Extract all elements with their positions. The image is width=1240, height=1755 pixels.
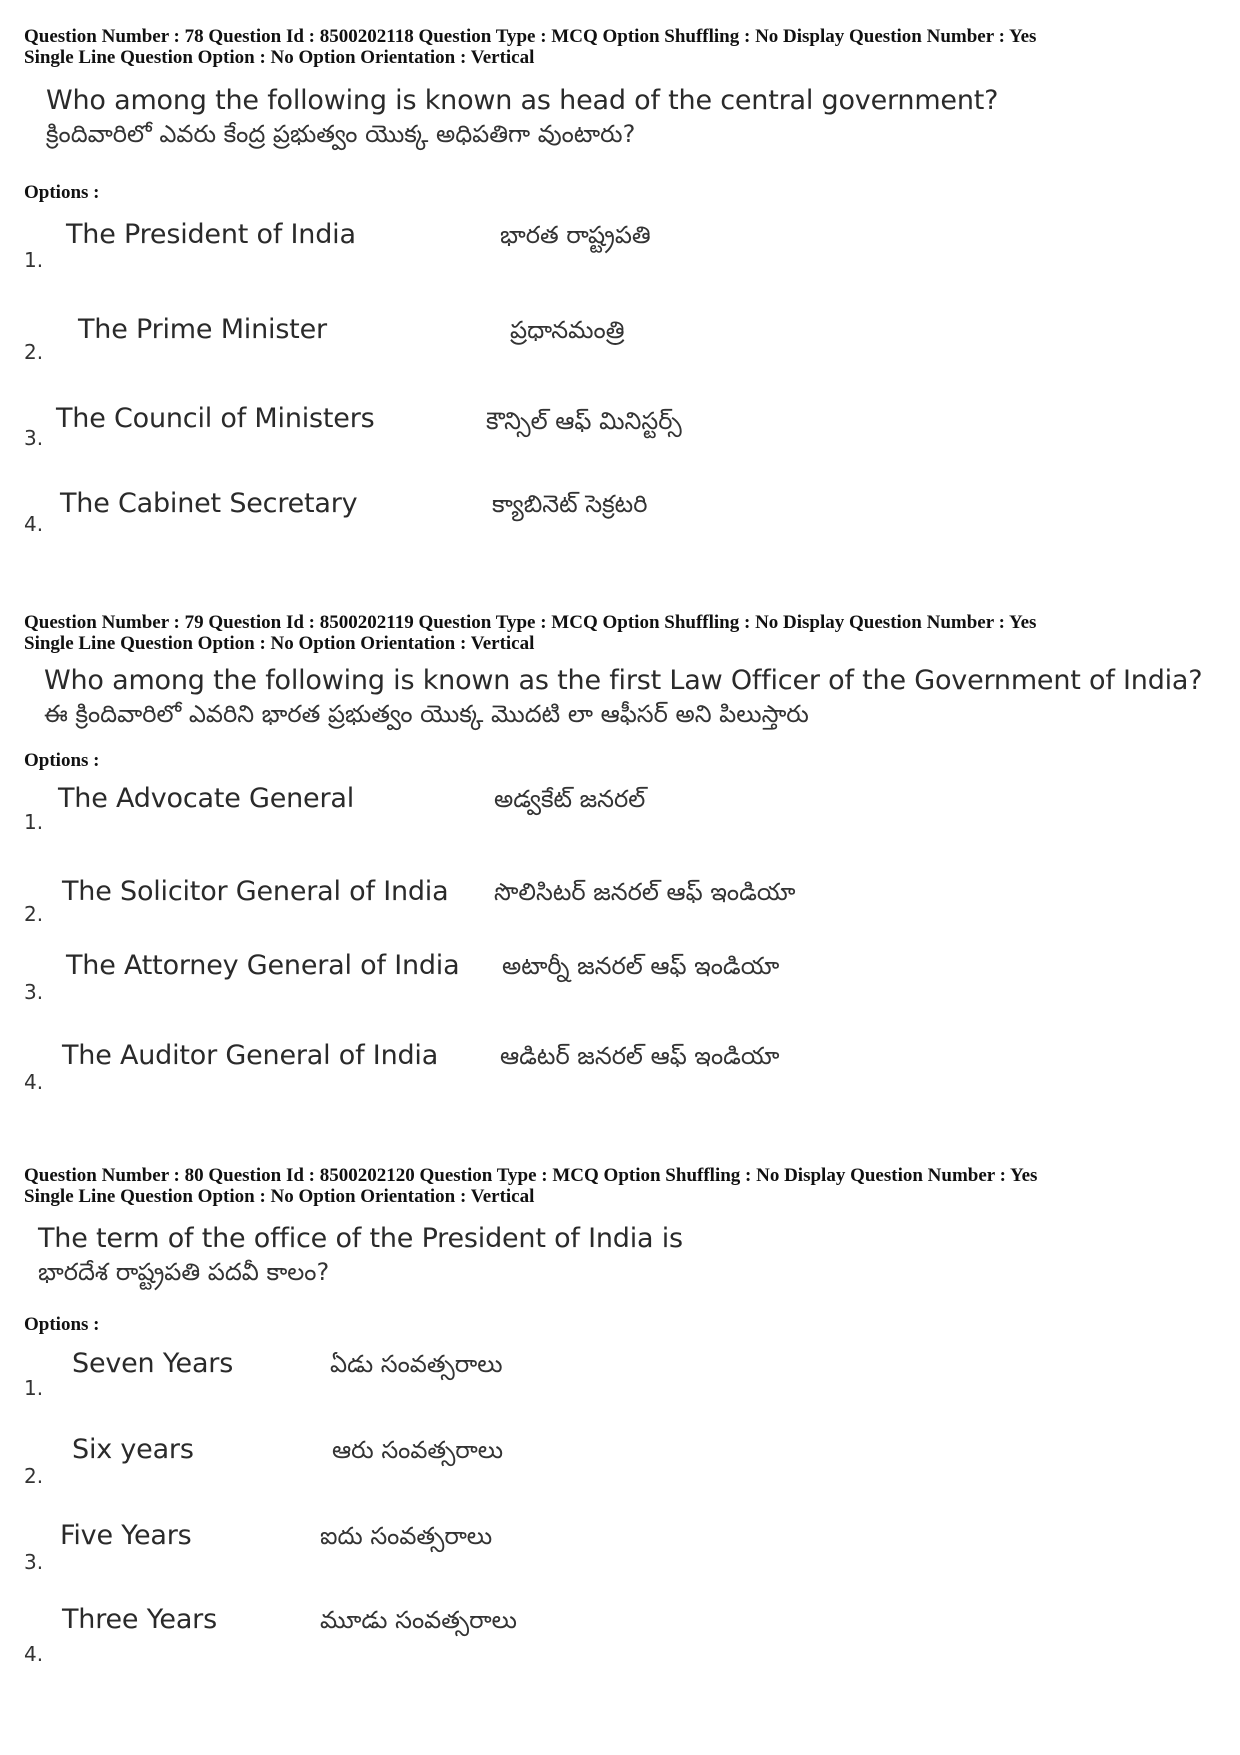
option-text-telugu: భారత రాష్ట్రపతి — [500, 221, 651, 249]
question-text-english: Who among the following is known as the first Law Officer of the Government of India? — [44, 665, 1203, 696]
option-4[interactable] — [0, 1600, 1240, 1666]
option-text-english: The Prime Minister — [78, 314, 327, 345]
option-2[interactable] — [0, 305, 1240, 365]
option-number: 3. — [24, 426, 44, 450]
option-number: 3. — [24, 980, 44, 1004]
option-text-telugu: ఏడు సంవత్సరాలు — [330, 1350, 503, 1378]
option-text-english: The Attorney General of India — [66, 950, 460, 981]
options-label: Options : — [24, 750, 100, 771]
option-number: 1. — [24, 1376, 44, 1400]
option-text-telugu: సొలిసిటర్ జనరల్ ఆఫ్ ఇండియా — [494, 878, 796, 906]
option-3[interactable] — [0, 1514, 1240, 1574]
question-text — [38, 1222, 683, 1288]
question-text — [44, 664, 1202, 730]
question-header-line2: Single Line Question Option : No Option Orientation : Vertical — [24, 633, 535, 654]
option-3[interactable] — [0, 946, 1240, 1006]
option-number: 4. — [24, 1642, 44, 1666]
option-number: 2. — [24, 1464, 44, 1488]
option-4[interactable] — [0, 482, 1240, 542]
question-header — [24, 26, 1224, 68]
option-text-telugu: ఆరు సంవత్సరాలు — [332, 1436, 504, 1464]
question-header-line2: Single Line Question Option : No Option Orientation : Vertical — [24, 1186, 535, 1207]
option-text-telugu: ఐదు సంవత్సరాలు — [320, 1522, 493, 1550]
option-text-telugu: మూడు సంవత్సరాలు — [320, 1606, 517, 1634]
option-text-telugu: అడ్వకేట్ జనరల్ — [494, 785, 646, 813]
option-4[interactable] — [0, 1036, 1240, 1096]
option-1[interactable] — [0, 1342, 1240, 1402]
question-header-line1: Question Number : 79 Question Id : 8500202119 Question Type : MCQ Option Shuffling : No Display Question Number : Yes — [24, 612, 1037, 633]
option-text-telugu: క్యాబినెట్ సెక్రటరి — [492, 490, 648, 518]
option-text-english: The Auditor General of India — [62, 1040, 439, 1071]
question-header-line1: Question Number : 78 Question Id : 8500202118 Question Type : MCQ Option Shuffling : No Display Question Number : Yes — [24, 26, 1037, 47]
option-number: 4. — [24, 1070, 44, 1094]
options-label: Options : — [24, 1314, 100, 1335]
option-text-english: Seven Years — [72, 1348, 234, 1379]
option-number: 3. — [24, 1550, 44, 1574]
question-header-line2: Single Line Question Option : No Option Orientation : Vertical — [24, 47, 535, 68]
question-header-line1: Question Number : 80 Question Id : 8500202120 Question Type : MCQ Option Shuffling : No Display Question Number : Yes — [24, 1165, 1038, 1186]
question-text-telugu: ఈ క్రిందివారిలో ఎవరిని భారత ప్రభుత్వం యొక్క మొదటి లా ఆఫీసర్ అని పిలుస్తారు — [44, 700, 809, 728]
question-text — [46, 84, 998, 150]
question-header — [24, 612, 1224, 654]
option-text-english: The Cabinet Secretary — [60, 488, 358, 519]
option-text-telugu: ఆడిటర్ జనరల్ ఆఫ్ ఇండియా — [500, 1042, 780, 1070]
option-text-english: Six years — [72, 1434, 194, 1465]
question-header — [24, 1165, 1224, 1207]
question-text-english: Who among the following is known as head of the central government? — [46, 85, 999, 116]
option-text-english: The Advocate General — [58, 783, 355, 814]
option-2[interactable] — [0, 1428, 1240, 1488]
option-number: 1. — [24, 810, 44, 834]
option-text-telugu: అటార్నీ జనరల్ ఆఫ్ ఇండియా — [502, 952, 780, 980]
option-number: 2. — [24, 902, 44, 926]
option-text-english: The President of India — [66, 219, 356, 250]
option-number: 2. — [24, 340, 44, 364]
option-3[interactable] — [0, 396, 1240, 456]
option-number: 4. — [24, 512, 44, 536]
option-1[interactable] — [0, 778, 1240, 838]
option-2[interactable] — [0, 872, 1240, 932]
option-text-telugu: ప్రధానమంత్రి — [510, 316, 625, 344]
question-text-telugu: భారదేశ రాష్ట్రపతి పదవీ కాలం? — [38, 1258, 330, 1286]
option-text-english: The Solicitor General of India — [62, 876, 449, 907]
question-text-english: The term of the office of the President of India is — [38, 1223, 683, 1254]
option-number: 1. — [24, 248, 44, 272]
options-label: Options : — [24, 182, 100, 203]
option-text-english: Five Years — [60, 1520, 192, 1551]
question-text-telugu: క్రిందివారిలో ఎవరు కేంద్ర ప్రభుత్వం యొక్క అధిపతిగా వుంటారు? — [46, 120, 636, 148]
option-1[interactable] — [0, 210, 1240, 270]
option-text-english: Three Years — [62, 1604, 217, 1635]
option-text-telugu: కౌన్సిల్ ఆఫ్ మినిస్టర్స్ — [486, 407, 682, 435]
option-text-english: The Council of Ministers — [56, 403, 375, 434]
